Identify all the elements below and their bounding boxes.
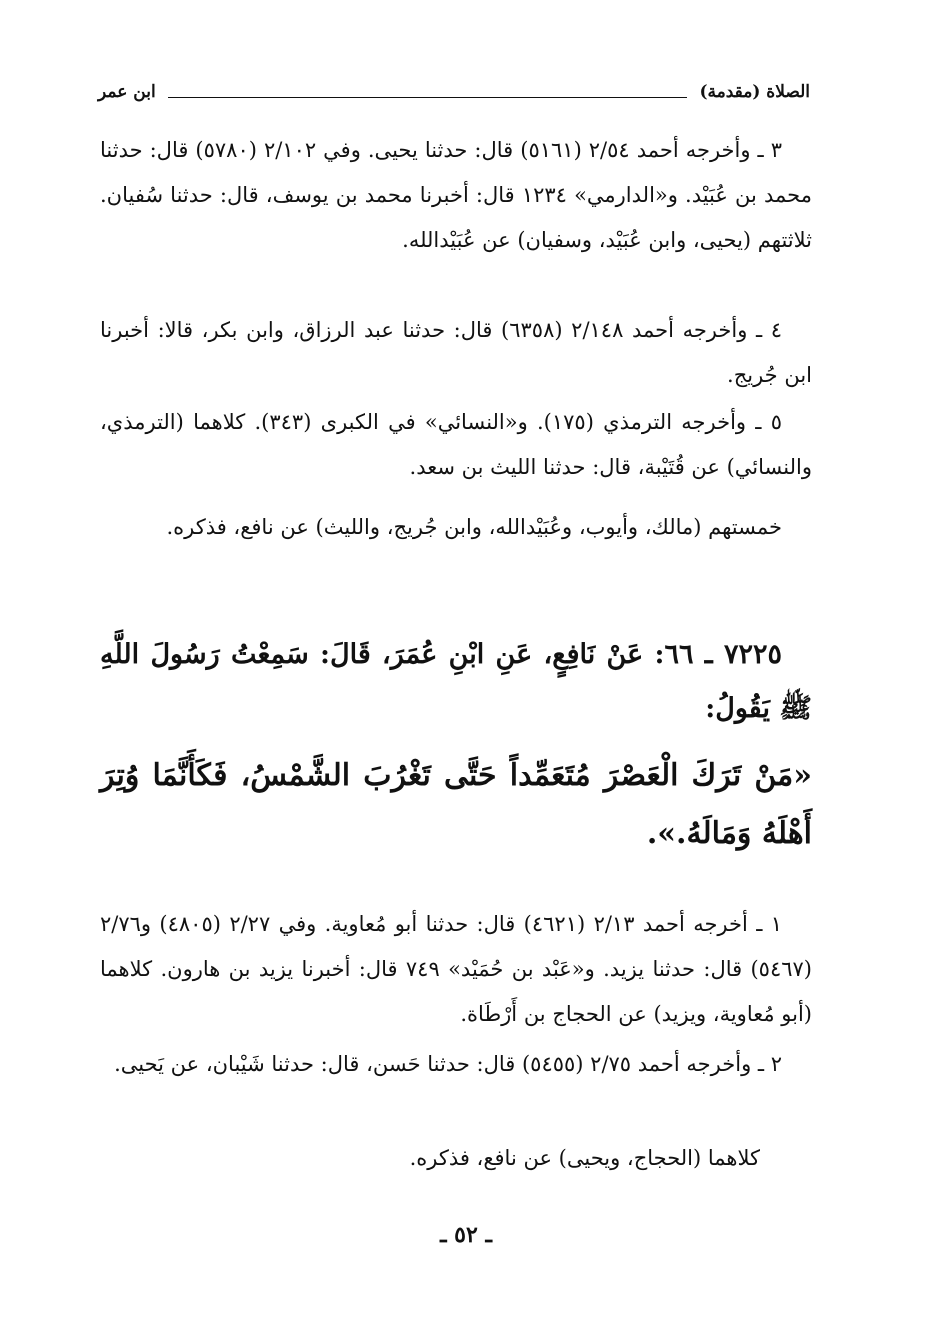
footnote-1: ١ ـ أخرجه أحمد ٢/١٣ (٤٦٢١) قال: حدثنا أبو مُعاوية. وفي ٢/٢٧ (٤٨٠٥) و٢/٧٦ (٥٤٦٧) قال: حدثنا يزيد. و«عَبْد بن حُمَيْد» ٧٤٩ قال: أخبرنا يزيد بن هارون. كلاهما (أبو مُعاوية، ويزيد) عن الحجاج بن أَرْطَاة. (100, 912, 812, 1026)
hadith-isnad: ٧٢٢٥ ـ ٦٦: عَنْ نَافِعٍ، عَنِ ابْنِ عُمَرَ، قَالَ: سَمِعْتُ رَسُولَ اللَّهِ ﷺ يَقُولُ: (100, 639, 812, 724)
page-number: ـ ٥٢ ـ (440, 1222, 492, 1248)
narrator-name: ابن عمر (98, 82, 156, 102)
footnote-5: ٥ ـ وأخرجه الترمذي (١٧٥). و«النسائي» في الكبرى (٣٤٣). كلاهما (الترمذي، والنسائي) عن قُتَيْبة، قال: حدثنا الليث بن سعد. (100, 410, 812, 479)
header-rule (168, 97, 688, 98)
footnote-4: ٤ ـ وأخرجه أحمد ٢/١٤٨ (٦٣٥٨) قال: حدثنا عبد الرزاق، وابن بكر، قالا: أخبرنا ابن جُريج. (100, 318, 812, 387)
footnote-summary: خمستهم (مالك، وأيوب، وعُبَيْدالله، وابن جُريج، والليث) عن نافع، فذكره. (166, 515, 782, 539)
chapter-title: الصلاة (مقدمة) (699, 82, 810, 102)
footnote-3: ٣ ـ وأخرجه أحمد ٢/٥٤ (٥١٦١) قال: حدثنا يحيى. وفي ٢/١٠٢ (٥٧٨٠) قال: حدثنا محمد بن عُبَيْد. و«الدارمي» ١٢٣٤ قال: أخبرنا محمد بن يوسف، قال: حدثنا سُفيان. ثلاثتهم (يحيى، وابن عُبَيْد، وسفيان) عن عُبَيْدالله. (100, 138, 812, 252)
footnote-2: ٢ ـ وأخرجه أحمد ٢/٧٥ (٥٤٥٥) قال: حدثنا حَسن، قال: حدثنا شَيْبان، عن يَحيى. (114, 1052, 782, 1076)
footnote-summary-bottom: كلاهما (الحجاج، ويحيى) عن نافع، فذكره. (409, 1146, 760, 1170)
running-header (98, 74, 810, 110)
hadith-matn: «مَنْ تَرَكَ الْعَصْرَ مُتَعَمِّداً حَتَّى تَغْرُبَ الشَّمْسُ، فَكَأَنَّمَا وُتِرَ أَهْلَهُ وَمَالَهُ.». (100, 758, 812, 851)
